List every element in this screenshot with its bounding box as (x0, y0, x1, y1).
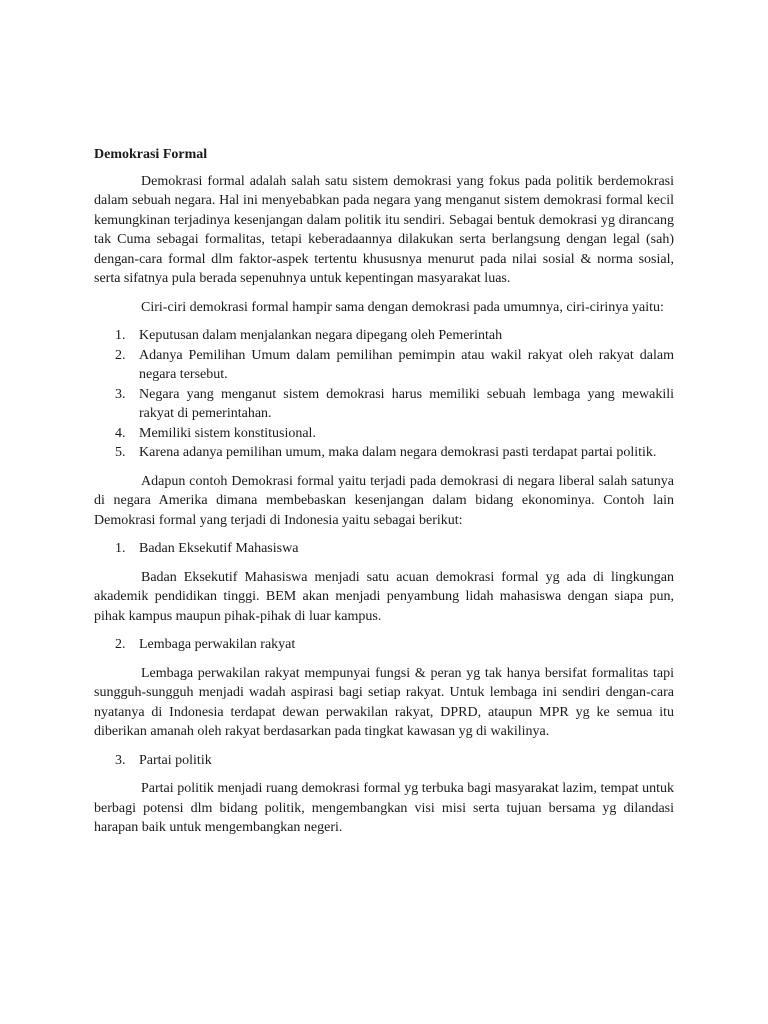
ciri-list (94, 326, 674, 463)
list-item (94, 443, 674, 463)
example-heading-partai (94, 751, 674, 771)
list-item-text: Adanya Pemilihan Umum dalam pemilihan pemimpin atau wakil rakyat oleh rakyat dalam negara tersebut. (139, 347, 674, 382)
example-number: 1. (115, 541, 126, 556)
list-number: 3. (115, 386, 126, 402)
example-label: Lembaga perwakilan rakyat (139, 637, 296, 652)
list-item (94, 326, 674, 346)
list-item-text: Karena adanya pemilihan umum, maka dalam negara demokrasi pasti terdapat partai politik. (139, 445, 657, 460)
list-number: 1. (115, 328, 126, 343)
list-number: 5. (115, 445, 126, 460)
list-item-text: Memiliki sistem konstitusional. (139, 425, 316, 441)
example-number: 2. (115, 637, 126, 652)
list-item (94, 424, 674, 444)
example-label: Partai politik (139, 752, 212, 768)
paragraph-partai: Partai politik menjadi ruang demokrasi formal yg terbuka bagi masyarakat lazim, tempat untuk berbagi potensi dlm bidang politik, mengembangkan visi misi serta tujuan bersama yg dilandasi harapan baik untuk mengembangkan negeri. (94, 781, 674, 835)
paragraph-bem: Badan Eksekutif Mahasiswa menjadi satu acuan demokrasi formal yg ada di lingkungan akademik pendidikan tinggi. BEM akan menjadi penyambung lidah mahasiswa dengan siapa pun, pihak kampus maupun pihak-pihak di luar kampus. (94, 569, 674, 624)
list-item-text: Negara yang menganut sistem demokrasi harus memiliki sebuah lembaga yang mewakili rakyat di pemerintahan. (139, 386, 674, 421)
example-number: 3. (115, 752, 126, 768)
document-title: Demokrasi Formal (94, 147, 208, 162)
list-item (94, 346, 674, 385)
example-heading-bem (94, 539, 674, 559)
list-number: 2. (115, 347, 126, 363)
list-number: 4. (115, 425, 126, 441)
paragraph-lembaga: Lembaga perwakilan rakyat mempunyai fungsi & peran yg tak hanya bersifat formalitas tapi sungguh-sungguh menjadi wadah aspirasi bagi setiap rakyat. Untuk lembaga ini sendiri dengan-cara nyatanya di Indonesia terdapat dewan perwakilan rakyat, DPRD, ataupun MPR yg ke semua itu diberikan amanah oleh rakyat berdasarkan pada tingkat kawasan yg di wakilinya. (94, 665, 674, 739)
paragraph-definition: Demokrasi formal adalah salah satu sistem demokrasi yang fokus pada politik berdemokrasi dalam sebuah negara. Hal ini menyebabkan pada negara yang menganut sistem demokrasi formal kecil kemungkinan terjadinya kesenjangan dalam politik itu sendiri. Sebagai bentuk demokrasi yg dirancang tak Cuma sebagai formalitas, tetapi keberadaannya dilakukan serta berlangsung dengan legal (sah) dengan-cara formal dlm faktor-aspek tertentu khususnya menurut pada nilai sosial & norma sosial, serta sifatnya pula berada sepenuhnya untuk kepentingan masyarakat luas. (94, 173, 674, 286)
paragraph-contoh-intro: Adapun contoh Demokrasi formal yaitu terjadi pada demokrasi di negara liberal salah satunya di negara Amerika dimana membebaskan kesenjangan dalam bidang ekonominya. Contoh lain Demokrasi formal yang terjadi di Indonesia yaitu sebagai berikut: (94, 473, 674, 528)
example-label: Badan Eksekutif Mahasiswa (139, 541, 299, 556)
list-item (94, 385, 674, 424)
paragraph-ciri-intro: Ciri-ciri demokrasi formal hampir sama dengan demokrasi pada umumnya, ciri-cirinya yaitu: (141, 299, 664, 315)
list-item-text: Keputusan dalam menjalankan negara dipegang oleh Pemerintah (139, 328, 503, 343)
example-heading-lembaga (94, 635, 674, 655)
